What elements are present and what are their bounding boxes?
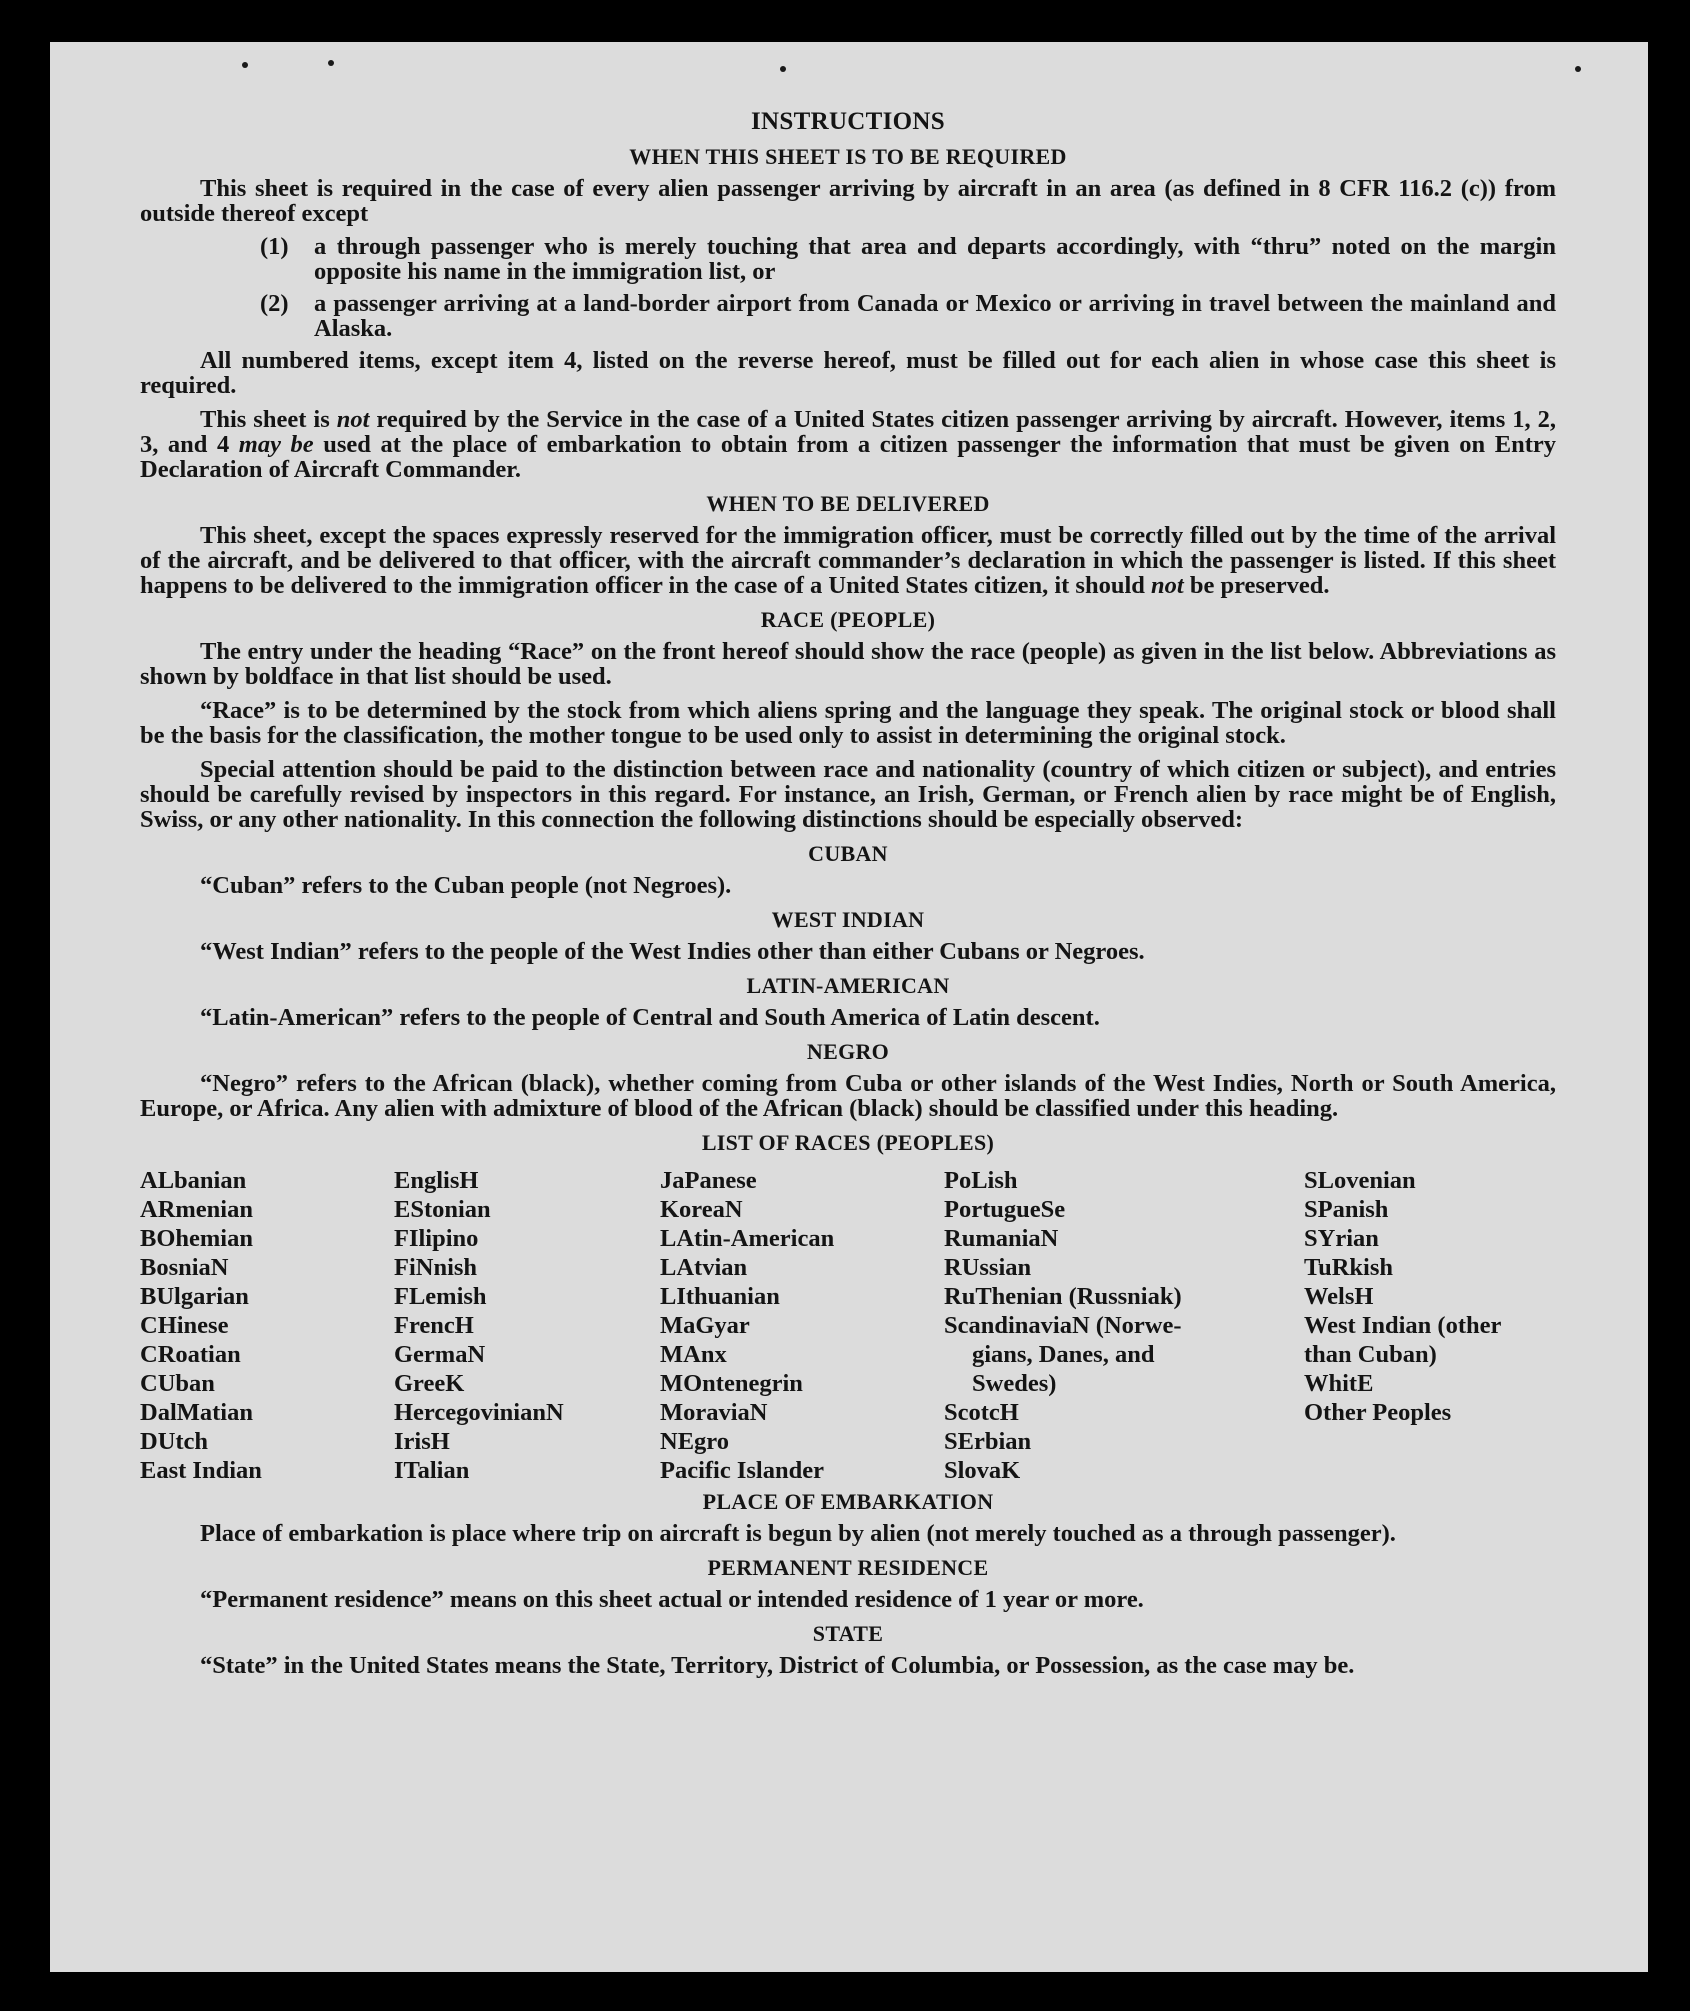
races-column-4 <box>944 1166 1304 1485</box>
race-entry: ALbanian <box>140 1167 247 1194</box>
races-column-1 <box>140 1166 394 1485</box>
race-entry: MOntenegrin <box>660 1370 803 1397</box>
paragraph-delivered: This sheet, except the spaces expressly reserved for the immigration officer, must be correctly filled out by the time of the arrival of the aircraft, and be delivered to that officer, with the aircraft commander’s declaration in which the passenger is listed. If this sheet happens to be delivered to the immigration officer in the case of a United States citizen, it should not be preserved. <box>140 522 1556 599</box>
section-heading-races-list: LIST OF RACES (PEOPLES) <box>701 1130 995 1155</box>
item-text: a through passenger who is merely touching that area and departs accordingly, with “thru” noted on the margin opposite his name in the immigration list, or <box>314 233 1556 285</box>
race-entry: BUlgarian <box>140 1283 249 1310</box>
item-text: a passenger arriving at a land-border airport from Canada or Mexico or arriving in travel between the mainland and Alaska. <box>314 290 1556 342</box>
race-entry: LAtin-American <box>660 1225 835 1252</box>
race-entry: MoraviaN <box>660 1399 768 1426</box>
race-entry: ARmenian <box>140 1196 253 1223</box>
paragraph-race-nationality: Special attention should be paid to the distinction between race and nationality (country of which citizen or subject), and entries should be carefully revised by inspectors in this regard. For instance, an Irish, German, or French alien by race might be of English, Swiss, or any other nationality. In this connection the following distinctions should be especially observed: <box>140 756 1556 833</box>
section-heading-state: STATE <box>812 1621 884 1646</box>
section-heading-residence: PERMANENT RESIDENCE <box>707 1555 989 1580</box>
paragraph-race-entry: The entry under the heading “Race” on the front hereof should show the race (people) as given in the list below. Abbreviations as shown by boldface in that list should be used. <box>140 638 1556 690</box>
race-entry: SErbian <box>944 1428 1032 1455</box>
section-heading-cuban: CUBAN <box>808 841 888 866</box>
definition-cuban: “Cuban” refers to the Cuban people (not Negroes). <box>200 872 732 899</box>
race-entry: ScandinaviaN (Norwe- <box>944 1312 1182 1339</box>
race-entry: LAtvian <box>660 1254 748 1281</box>
speck-mark <box>1575 66 1581 72</box>
page-title: INSTRUCTIONS <box>751 108 945 135</box>
section-heading-embarkation: PLACE OF EMBARKATION <box>702 1489 994 1514</box>
race-entry-continued: Swedes) <box>972 1370 1057 1397</box>
race-entry: GermaN <box>394 1341 486 1368</box>
definition-latin-american: “Latin-American” refers to the people of Central and South America of Latin descent. <box>200 1004 1100 1031</box>
paragraph-embarkation: Place of embarkation is place where trip on aircraft is begun by alien (not merely touched as a through passenger). <box>200 1520 1396 1547</box>
paragraph-numbered-items: All numbered items, except item 4, listed on the reverse hereof, must be filled out for each alien in whose case this sheet is required. <box>140 347 1556 399</box>
exception-item-1 <box>260 234 1556 284</box>
race-entry: RuThenian (Russniak) <box>944 1283 1182 1310</box>
section-heading-west-indian: WEST INDIAN <box>771 907 925 932</box>
race-entry: HercegovinianN <box>394 1399 564 1426</box>
race-entry: LIthuanian <box>660 1283 780 1310</box>
race-entry: SPanish <box>1304 1196 1389 1223</box>
race-entry: WhitE <box>1304 1370 1374 1397</box>
race-entry: FrencH <box>394 1312 474 1339</box>
race-entry-continued: than Cuban) <box>1304 1341 1437 1368</box>
races-column-3 <box>660 1166 944 1485</box>
race-entry: MAnx <box>660 1341 727 1368</box>
race-entry: CRoatian <box>140 1341 241 1368</box>
race-entry: SlovaK <box>944 1457 1021 1484</box>
races-list <box>140 1166 1556 1485</box>
race-entry: DalMatian <box>140 1399 253 1426</box>
race-entry: ITalian <box>394 1457 470 1484</box>
race-entry: WelsH <box>1304 1283 1374 1310</box>
definition-state: “State” in the United States means the State, Territory, District of Columbia, or Possession, as the case may be. <box>200 1652 1355 1679</box>
item-number: (1) <box>260 233 289 260</box>
definition-west-indian: “West Indian” refers to the people of the West Indies other than either Cubans or Negroes. <box>200 938 1145 965</box>
race-entry: BosniaN <box>140 1254 229 1281</box>
race-entry: CUban <box>140 1370 215 1397</box>
exception-item-2 <box>260 291 1556 341</box>
race-entry: FiNnish <box>394 1254 478 1281</box>
races-column-5 <box>1304 1166 1554 1485</box>
race-entry: IrisH <box>394 1428 450 1455</box>
speck-mark <box>328 60 334 66</box>
race-entry: NEgro <box>660 1428 729 1455</box>
race-entry: CHinese <box>140 1312 229 1339</box>
race-entry-continued: gians, Danes, and <box>972 1341 1155 1368</box>
race-entry: West Indian (other <box>1304 1312 1502 1339</box>
paragraph-citizen: This sheet is not required by the Service in the case of a United States citizen passenger arriving by aircraft. However, items 1, 2, 3, and 4 may be used at the place of embarkation to obtain from a citizen passenger the information that must be given on Entry Declaration of Aircraft Commander. <box>140 406 1557 483</box>
race-entry: MaGyar <box>660 1312 750 1339</box>
item-number: (2) <box>260 290 289 317</box>
race-entry: PoLish <box>944 1167 1018 1194</box>
race-entry: FIlipino <box>394 1225 479 1252</box>
section-heading-negro: NEGRO <box>806 1039 890 1064</box>
definition-residence: “Permanent residence” means on this sheet actual or intended residence of 1 year or more. <box>200 1586 1144 1613</box>
race-entry-other: Other Peoples <box>1304 1399 1452 1426</box>
race-entry: SLovenian <box>1304 1167 1416 1194</box>
document-page <box>50 42 1648 1972</box>
section-heading-race: RACE (PEOPLE) <box>760 607 936 632</box>
race-entry: TuRkish <box>1304 1254 1394 1281</box>
race-entry: Pacific Islander <box>660 1457 824 1484</box>
race-entry: East Indian <box>140 1457 262 1484</box>
race-entry: BOhemian <box>140 1225 253 1252</box>
race-entry: JaPanese <box>660 1167 757 1194</box>
definition-negro: “Negro” refers to the African (black), whether coming from Cuba or other islands of the West Indies, North or South America, Europe, or Africa. Any alien with admixture of blood of the African (black) should be classified under this heading. <box>140 1070 1556 1122</box>
race-entry: SYrian <box>1304 1225 1379 1252</box>
race-entry: ScotcH <box>944 1399 1019 1426</box>
races-column-2 <box>394 1166 660 1485</box>
paragraph-required: This sheet is required in the case of every alien passenger arriving by aircraft in an area (as defined in 8 CFR 116.2 (c)) from outside thereof except <box>140 175 1556 227</box>
race-entry: RUssian <box>944 1254 1032 1281</box>
paragraph-race-stock: “Race” is to be determined by the stock from which aliens spring and the language they speak. The original stock or blood shall be the basis for the classification, the mother tongue to be used only to assist in determining the original stock. <box>140 697 1556 749</box>
race-entry: DUtch <box>140 1428 209 1455</box>
speck-mark <box>242 62 248 68</box>
race-entry: PortugueSe <box>944 1196 1066 1223</box>
section-heading-latin-american: LATIN-AMERICAN <box>746 973 950 998</box>
race-entry: EStonian <box>394 1196 491 1223</box>
race-entry: GreeK <box>394 1370 465 1397</box>
race-entry: FLemish <box>394 1283 487 1310</box>
speck-mark <box>780 66 786 72</box>
race-entry: RumaniaN <box>944 1225 1059 1252</box>
section-heading-delivered: WHEN TO BE DELIVERED <box>706 491 990 516</box>
section-heading-required: WHEN THIS SHEET IS TO BE REQUIRED <box>629 144 1067 169</box>
race-entry: KoreaN <box>660 1196 743 1223</box>
race-entry: EnglisH <box>394 1167 479 1194</box>
